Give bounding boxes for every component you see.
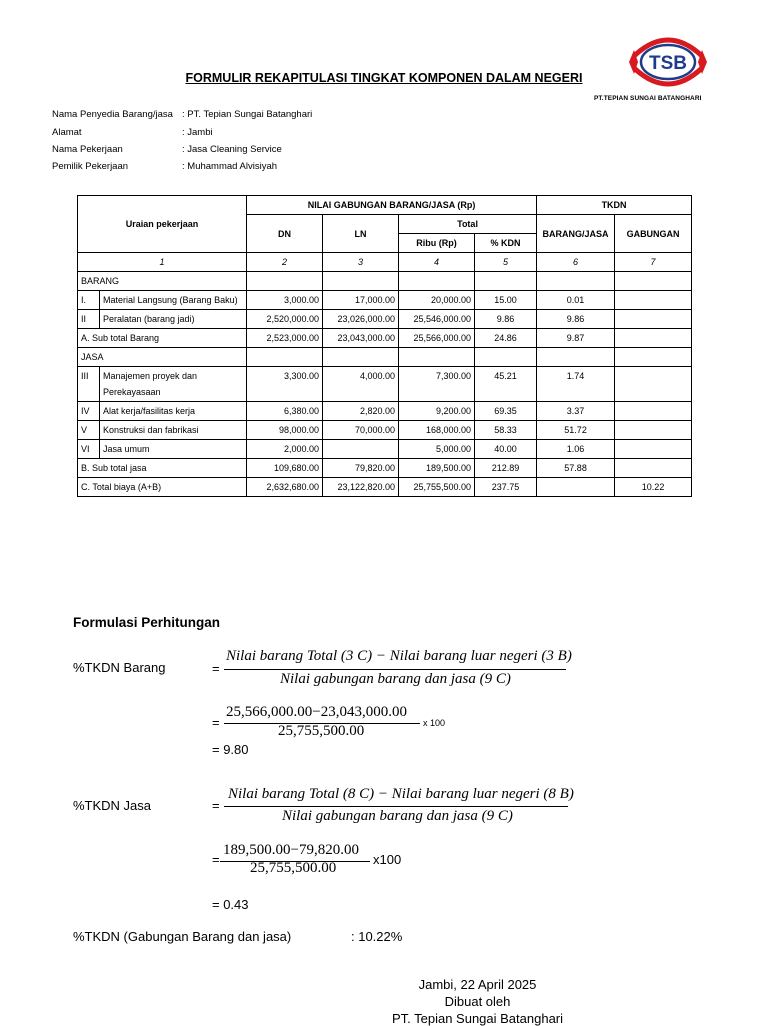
cell-barang-jasa: 0.01 xyxy=(537,291,615,310)
header-ln: LN xyxy=(323,215,399,253)
cell-gabungan xyxy=(615,329,692,348)
made-by: Dibuat oleh xyxy=(444,994,511,1009)
table-row xyxy=(78,402,692,421)
cell-barang-jasa: 51.72 xyxy=(537,421,615,440)
cell-total: 5,000.00 xyxy=(399,440,475,459)
cell-dn: 98,000.00 xyxy=(247,421,323,440)
colnum-cell: 4 xyxy=(399,253,475,272)
cell-barang-jasa: 9.87 xyxy=(537,329,615,348)
row-number: IV xyxy=(78,402,100,421)
row-desc: Konstruksi dan fabrikasi xyxy=(100,421,247,440)
rekap-table xyxy=(77,195,692,497)
section-label: JASA xyxy=(78,348,247,367)
cell-gabungan xyxy=(615,367,692,402)
cell-kdn: 237.75 xyxy=(475,478,537,497)
info-label: Nama Penyedia Barang/jasa xyxy=(52,109,173,120)
section-row-barang xyxy=(78,272,692,291)
info-row-alamat xyxy=(52,127,213,138)
cell-gabungan xyxy=(615,310,692,329)
header-kdn: % KDN xyxy=(475,234,537,253)
calc-barang-numerator: 25,566,000.00−23,043,000.00 xyxy=(226,704,407,720)
fraction-bar xyxy=(224,806,568,807)
calc-barang-denominator: 25,755,500.00 xyxy=(278,723,365,739)
calc-jasa-denominator: 25,755,500.00 xyxy=(250,860,337,876)
header-gabungan: GABUNGAN xyxy=(615,215,692,253)
cell-ln: 23,026,000.00 xyxy=(323,310,399,329)
cell-ln: 17,000.00 xyxy=(323,291,399,310)
cell-barang-jasa: 1.06 xyxy=(537,440,615,459)
cell-barang-jasa xyxy=(537,478,615,497)
table-row xyxy=(78,310,692,329)
colnum-cell: 3 xyxy=(323,253,399,272)
formula-jasa-denominator: Nilai gabungan barang dan jasa (9 C) xyxy=(282,808,513,824)
cell-ln: 70,000.00 xyxy=(323,421,399,440)
cell-total: 189,500.00 xyxy=(399,459,475,478)
cell-barang-jasa: 3.37 xyxy=(537,402,615,421)
cell-ln: 23,043,000.00 xyxy=(323,329,399,348)
header-barang-jasa: BARANG/JASA xyxy=(537,215,615,253)
place-date: Jambi, 22 April 2025 xyxy=(418,977,537,992)
cell-barang-jasa: 57.88 xyxy=(537,459,615,478)
cell-kdn: 40.00 xyxy=(475,440,537,459)
cell-dn: 3,300.00 xyxy=(247,367,323,402)
cell-total: 25,566,000.00 xyxy=(399,329,475,348)
info-label: Pemilik Pekerjaan xyxy=(52,161,129,172)
cell-gabungan xyxy=(615,459,692,478)
tkdn-barang-result: = 9.80 xyxy=(212,742,249,757)
cell-gabungan: 10.22 xyxy=(615,478,692,497)
row-desc: Jasa umum xyxy=(100,440,247,459)
info-row-pemilik xyxy=(52,161,277,172)
equals-sign: = xyxy=(212,798,220,813)
cell-total: 25,546,000.00 xyxy=(399,310,475,329)
cell-ln: 4,000.00 xyxy=(323,367,399,402)
cell-total: 25,755,500.00 xyxy=(399,478,475,497)
row-desc: Manajemen proyek dan Perekayasaan xyxy=(100,367,247,402)
table-row xyxy=(78,421,692,440)
info-label: Nama Pekerjaan xyxy=(52,144,123,155)
cell-total: 20,000.00 xyxy=(399,291,475,310)
tkdn-gabungan-value: : 10.22% xyxy=(351,929,403,944)
row-number: VI xyxy=(78,440,100,459)
cell-gabungan xyxy=(615,291,692,310)
header-total: Total xyxy=(399,215,537,234)
cell-dn: 2,632,680.00 xyxy=(247,478,323,497)
header-tkdn: TKDN xyxy=(537,196,692,215)
cell-dn: 3,000.00 xyxy=(247,291,323,310)
cell-dn: 6,380.00 xyxy=(247,402,323,421)
tkdn-jasa-result: = 0.43 xyxy=(212,897,249,912)
formula-barang-numerator: Nilai barang Total (3 C) − Nilai barang luar negeri (3 B) xyxy=(226,648,572,664)
table-row xyxy=(78,291,692,310)
row-number: I. xyxy=(78,291,100,310)
cell-kdn: 45.21 xyxy=(475,367,537,402)
info-value: : Muhammad Alvisiyah xyxy=(182,161,278,172)
formula-jasa-numerator: Nilai barang Total (8 C) − Nilai barang luar negeri (8 B) xyxy=(228,786,574,802)
company-name: PT. Tepian Sungai Batanghari xyxy=(391,1011,564,1026)
cell-dn: 109,680.00 xyxy=(247,459,323,478)
cell-barang-jasa: 1.74 xyxy=(537,367,615,402)
total-row xyxy=(78,478,692,497)
cell-kdn: 24.86 xyxy=(475,329,537,348)
row-number: III xyxy=(78,367,100,402)
subtotal-row-jasa xyxy=(78,459,692,478)
row-desc: B. Sub total jasa xyxy=(78,459,247,478)
row-number: II xyxy=(78,310,100,329)
cell-ln: 2,820.00 xyxy=(323,402,399,421)
row-desc: C. Total biaya (A+B) xyxy=(78,478,247,497)
fraction-bar xyxy=(224,669,566,670)
colnum-cell: 6 xyxy=(537,253,615,272)
formula-heading: Formulasi Perhitungan xyxy=(73,615,221,630)
table-row xyxy=(78,440,692,459)
header-ribu: Ribu (Rp) xyxy=(399,234,475,253)
subtotal-row-barang xyxy=(78,329,692,348)
colnum-cell: 2 xyxy=(247,253,323,272)
column-number-row xyxy=(78,253,692,272)
cell-ln: 23,122,820.00 xyxy=(323,478,399,497)
info-value: : PT. Tepian Sungai Batanghari xyxy=(182,109,313,120)
cell-kdn: 212.89 xyxy=(475,459,537,478)
row-desc: A. Sub total Barang xyxy=(78,329,247,348)
row-desc: Peralatan (barang jadi) xyxy=(100,310,247,329)
cell-total: 9,200.00 xyxy=(399,402,475,421)
formula-barang-denominator: Nilai gabungan barang dan jasa (9 C) xyxy=(280,671,511,687)
cell-kdn: 58.33 xyxy=(475,421,537,440)
info-label: Alamat xyxy=(52,127,82,138)
calc-barang-multiplier: x 100 xyxy=(423,718,446,728)
cell-total: 7,300.00 xyxy=(399,367,475,402)
info-row-penyedia xyxy=(52,109,312,120)
section-row-jasa xyxy=(78,348,692,367)
equals-sign: = xyxy=(212,661,220,676)
colnum-cell: 5 xyxy=(475,253,537,272)
row-desc: Alat kerja/fasilitas kerja xyxy=(100,402,247,421)
cell-ln: 79,820.00 xyxy=(323,459,399,478)
colnum-cell: 7 xyxy=(615,253,692,272)
header-dn: DN xyxy=(247,215,323,253)
section-label: BARANG xyxy=(78,272,247,291)
colnum-cell: 1 xyxy=(78,253,247,272)
cell-kdn: 69.35 xyxy=(475,402,537,421)
cell-dn: 2,520,000.00 xyxy=(247,310,323,329)
cell-gabungan xyxy=(615,421,692,440)
row-desc: Material Langsung (Barang Baku) xyxy=(100,291,247,310)
cell-dn: 2,523,000.00 xyxy=(247,329,323,348)
tkdn-barang-label: %TKDN Barang xyxy=(73,660,166,675)
cell-total: 168,000.00 xyxy=(399,421,475,440)
calc-jasa-numerator: 189,500.00−79,820.00 xyxy=(223,842,359,858)
cell-gabungan xyxy=(615,402,692,421)
table-row xyxy=(78,367,692,402)
cell-dn: 2,000.00 xyxy=(247,440,323,459)
cell-gabungan xyxy=(615,440,692,459)
equals-sign: = xyxy=(212,852,220,867)
logo-caption: PT.TEPIAN SUNGAI BATANGHARI xyxy=(594,95,702,102)
cell-kdn: 9.86 xyxy=(475,310,537,329)
header-uraian: Uraian pekerjaan xyxy=(78,196,247,253)
equals-sign: = xyxy=(212,715,220,730)
tkdn-jasa-label: %TKDN Jasa xyxy=(73,798,152,813)
tkdn-gabungan-label: %TKDN (Gabungan Barang dan jasa) xyxy=(73,929,292,944)
info-value: : Jasa Cleaning Service xyxy=(182,144,282,155)
info-value: : Jambi xyxy=(182,127,213,138)
row-number: V xyxy=(78,421,100,440)
page-title: FORMULIR REKAPITULASI TINGKAT KOMPONEN DALAM NEGERI xyxy=(185,71,583,85)
cell-barang-jasa: 9.86 xyxy=(537,310,615,329)
cell-ln xyxy=(323,440,399,459)
header-nilai: NILAI GABUNGAN BARANG/JASA (Rp) xyxy=(247,196,537,215)
info-row-pekerjaan xyxy=(52,144,282,155)
logo-text: TSB xyxy=(649,53,687,74)
cell-kdn: 15.00 xyxy=(475,291,537,310)
calc-jasa-multiplier: x100 xyxy=(373,852,402,867)
